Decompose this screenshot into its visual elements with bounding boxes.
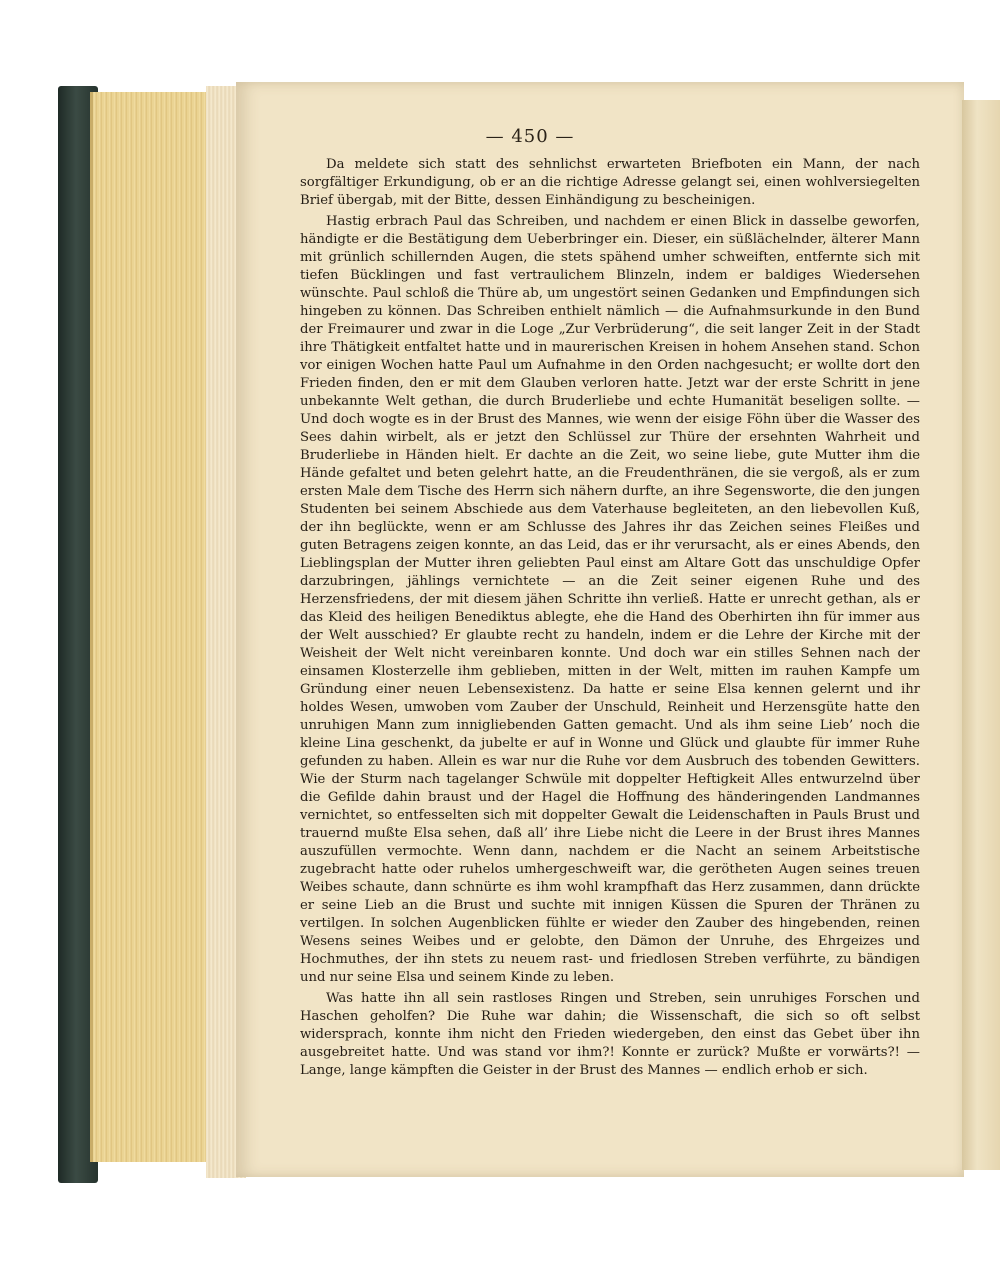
page-number: — 450 — (485, 126, 575, 147)
facing-page-edge (962, 100, 1000, 1170)
paragraph-2: Hastig erbrach Paul das Schreiben, und nachdem er einen Blick in dasselbe geworfen, händigte er die Bestätigung dem Ueberbringer ein. Dieser, ein süßlächelnder, älterer Mann mit grünlich schillernden Augen, die stets spähend umher schweiften, entfernte sich mit tiefen Bücklingen und fast vertraulichem Blinzeln, indem er baldiges Wiedersehen wünschte. Paul schloß die Thüre ab, um ungestört seinen Gedanken und Empfindungen sich hingeben zu können. Das Schreiben enthielt nämlich — die Aufnahmsurkunde in den Bund der Freimaurer und zwar in die Loge „Zur Verbrüderung“, die seit langer Zeit in der Stadt ihre Thätigkeit entfaltet hatte und in maurerischen Kreisen in hohem Ansehen stand. Schon vor einigen Wochen hatte Paul um Aufnahme in den Orden nachgesucht; er wollte dort den Frieden finden, den er mit dem Glauben verloren hatte. Jetzt war der erste Schritt in jene unbekannte Welt gethan, die durch Bruderliebe und echte Humanität beseligen sollte. — Und doch wogte es in der Brust des Mannes, wie wenn der eisige Föhn über die Wasser des Sees dahin wirbelt, als er jetzt den Schlüssel zur Thüre der ersehnten Wahrheit und Bruderliebe in Händen hielt. Er dachte an die Zeit, wo seine liebe, gute Mutter ihm die Hände gefaltet und beten gelehrt hatte, an die Freudenthränen, die sie vergoß, als er zum ersten Male dem Tische des Herrn sich nähern durfte, an ihre Segensworte, die den jungen Studenten bei seinem Abschiede aus dem Vaterhause begleiteten, an den liebevollen Kuß, der ihn beglückte, wenn er am Schlusse des Jahres ihr das Zeichen seines Fleißes und guten Betragens zeigen konnte, an das Leid, das er ihr verursacht, als er eines Abends, den Lieblingsplan der Mutter ihren geliebten Paul einst am Altare Gott das unschuldige Opfer darzubringen, jählings vernichtete — an die Zeit seiner eigenen Ruhe und des Herzensfriedens, der mit diesem jähen Schritte ihn verließ. Hatte er unrecht gethan, als er das Kleid des heiligen Benediktus ablegte, ehe die Hand des Oberhirten ihn für immer aus der Welt ausschied? Er glaubte recht zu handeln, indem er die Lehre der Kirche mit der Weisheit der Welt nicht vereinbaren konnte. Und doch war ein stilles Sehnen nach der einsamen Klosterzelle ihm geblieben, mitten in der Welt, mitten im rauhen Kampfe um Gründung einer neuen Lebensexistenz. Da hatte er seine Elsa kennen gelernt und ihr holdes Wesen, umwoben vom Zauber der Unschuld, Reinheit und Herzensgüte hatte den unruhigen Mann zum innigliebenden Gatten gemacht. Und als ihm seine Lieb’ noch die kleine Lina geschenkt, da jubelte er auf in Wonne und Glück und glaubte für immer Ruhe gefunden zu haben. Allein es war nur die Ruhe vor dem Ausbruch des tobenden Gewitters. Wie der Sturm nach tagelanger Schwüle mit doppelter Heftigkeit Alles entwurzelnd über die Gefilde dahin braust und der Hagel die Hoffnung des händeringenden Landmannes vernichtet, so entfesselten sich mit doppelter Gewalt die Leidenschaften in Pauls Brust und trauernd mußte Elsa sehen, daß all’ ihre Liebe nicht die Leere in der Brust ihres Mannes auszufüllen vermochte. Wenn dann, nachdem er die Nacht an seinem Arbeitstische zugebracht hatte oder ruhelos umhergeschweift war, die gerötheten Augen seines treuen Weibes schaute, dann schnürte es ihm wohl krampfhaft das Herz zusammen, dann drückte er seine Lieb an die Brust und suchte mit innigen Küssen die Spuren der Thränen zu vertilgen. In solchen Augenblicken fühlte er wieder den Zauber des hingebenden, reinen Wesens seines Weibes und er gelobte, den Dämon der Unruhe, des Ehrgeizes und Hochmuthes, der ihn stets zu neuem rast- und friedlosen Streben verführte, zu bändigen und nur seine Elsa und seinem Kinde zu leben. (300, 214, 920, 985)
text-column (300, 156, 920, 1080)
paragraph-1: Da meldete sich statt des sehnlichst erwarteten Briefboten ein Mann, der nach sorgfältiger Erkundigung, ob er an die richtige Adresse gelangt sei, einen wohlversiegelten Brief übergab, mit der Bitte, dessen Einhändigung zu bescheinigen. (300, 157, 920, 208)
page-number-line (0, 126, 1000, 147)
paragraph-3: Was hatte ihn all sein rastloses Ringen und Streben, sein unruhiges Forschen und Haschen geholfen? Die Ruhe war dahin; die Wissenschaft, die sich so oft selbst widersprach, konnte ihm nicht den Frieden wiedergeben, den einst das Gebet über ihn ausgebreitet hatte. Und was stand vor ihm?! Konnte er zurück? Mußte er vorwärts?! — Lange, lange kämpften die Geister in der Brust des Mannes — endlich erhob er sich. (300, 991, 920, 1078)
